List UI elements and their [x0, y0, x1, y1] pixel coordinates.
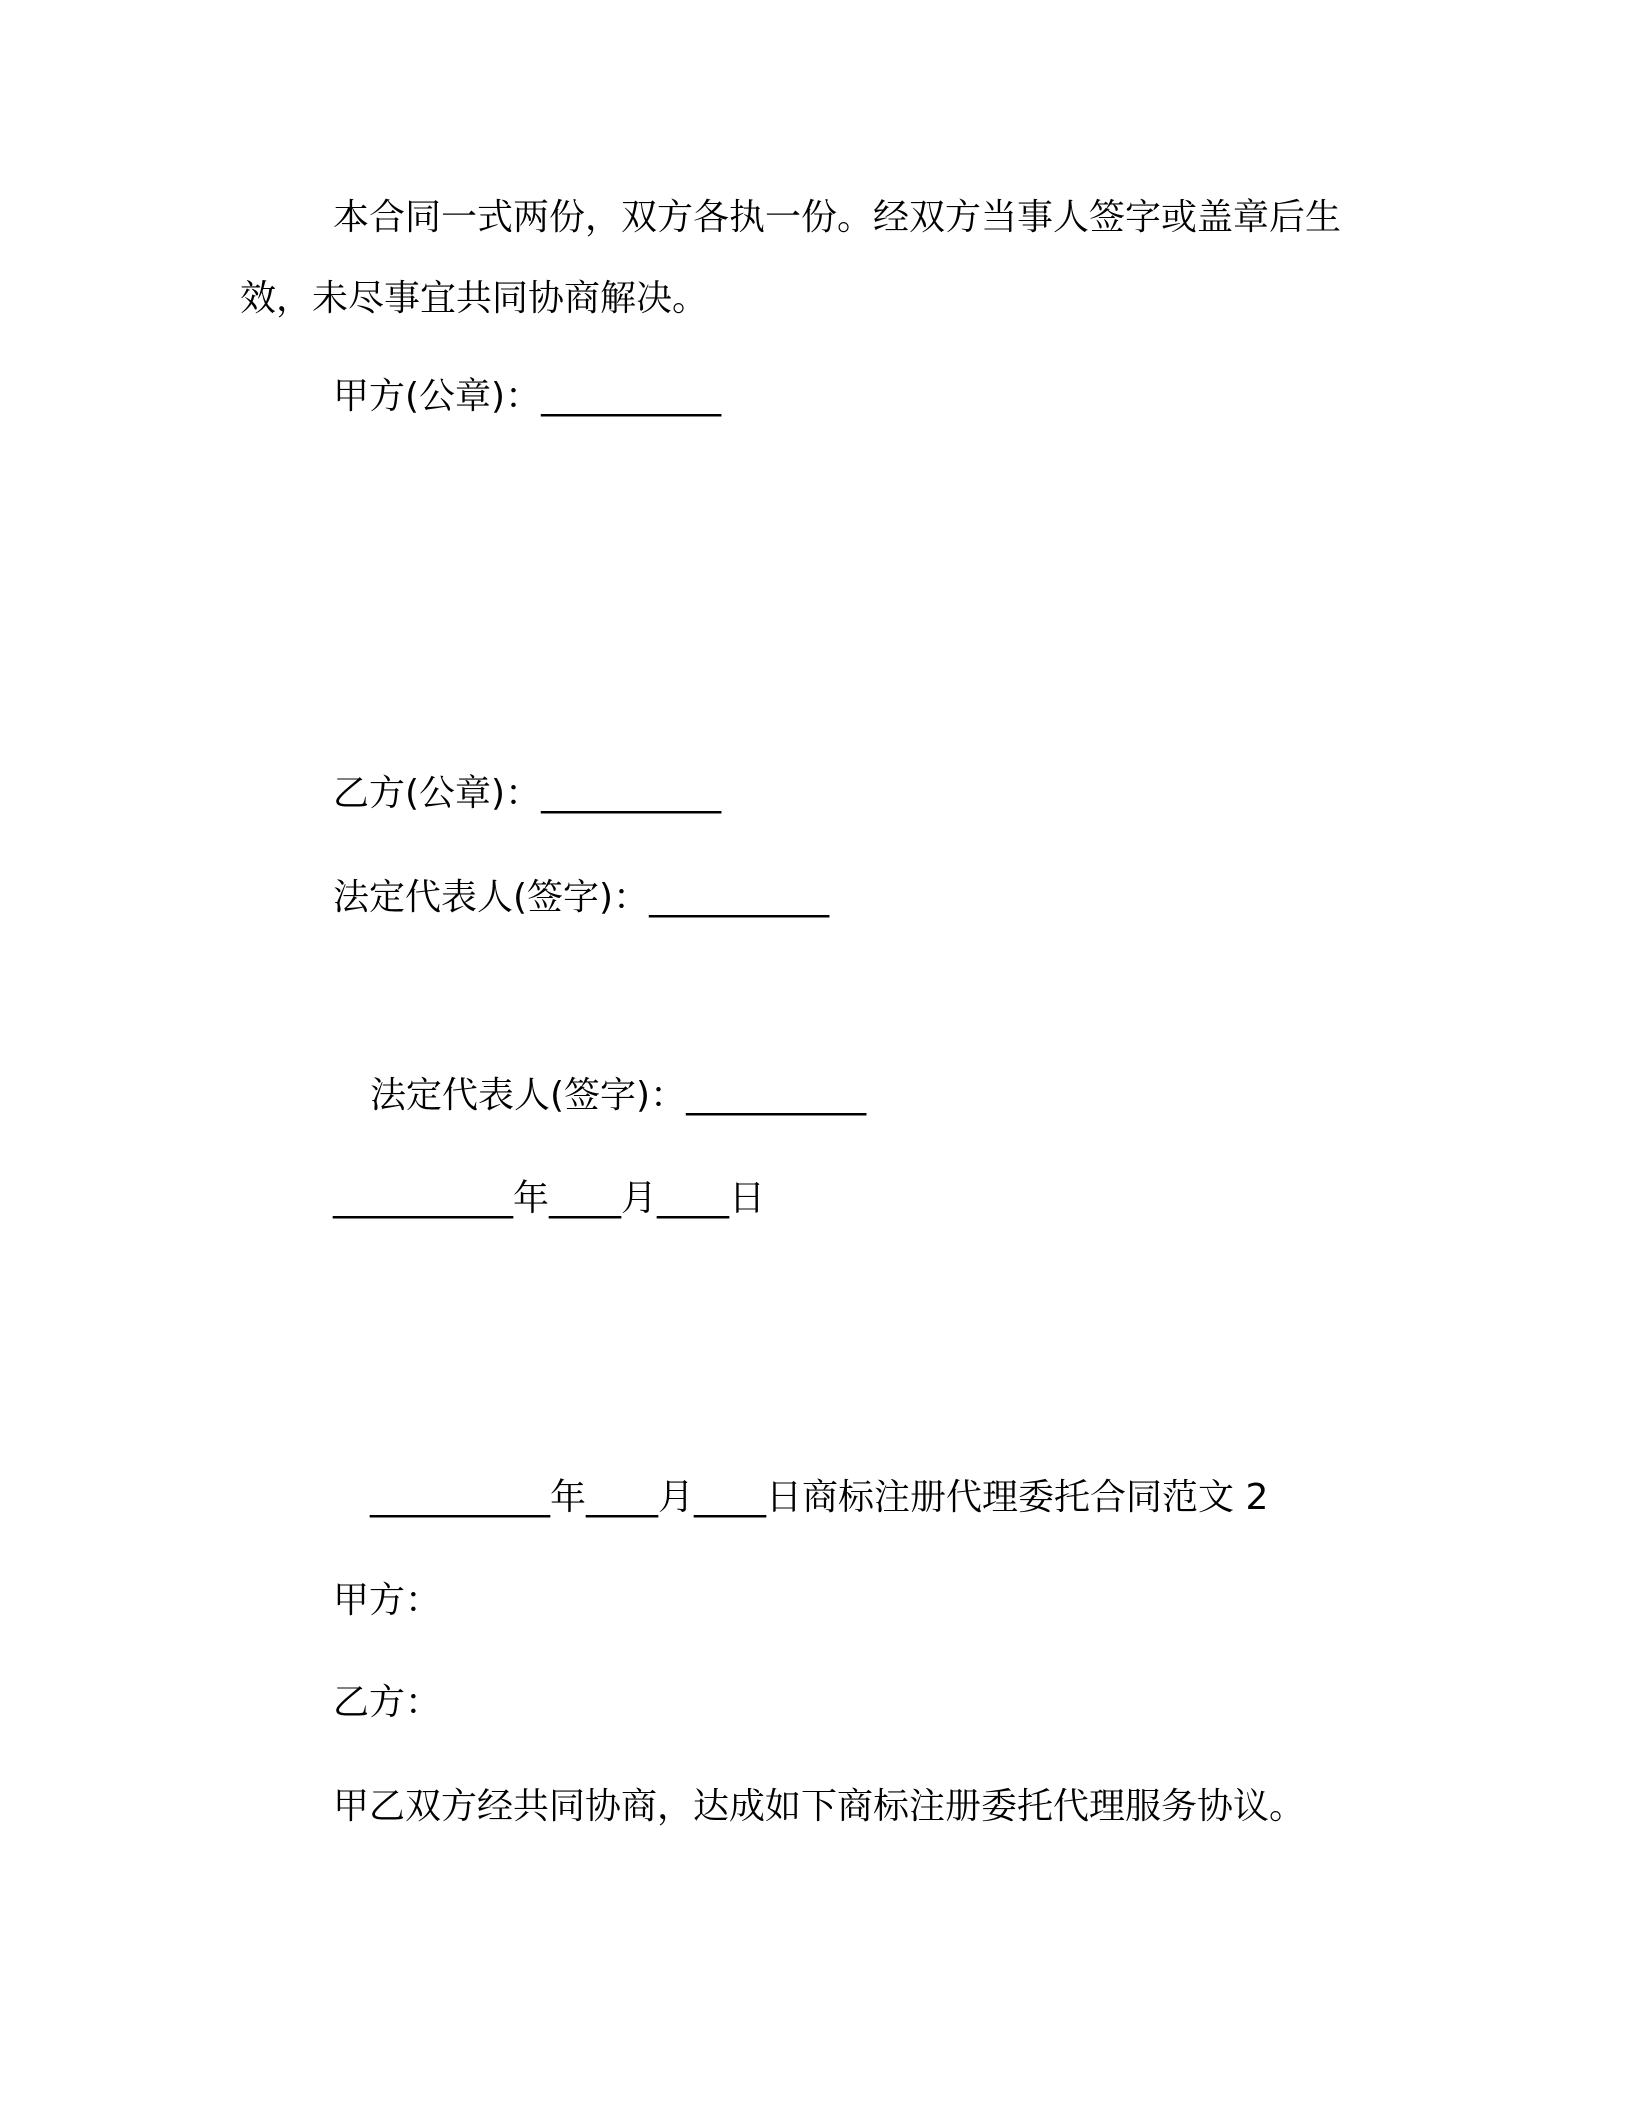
party-b-line: 乙方：	[333, 1682, 442, 1723]
party-a-seal-line: 甲方(公章)：__________	[333, 376, 722, 417]
date-title-line: __________年____月____日商标注册代理委托合同范文 2	[370, 1477, 1269, 1518]
legal-rep-line-2: 法定代表人(签字)：__________	[370, 1075, 867, 1116]
paragraph-line-2: 效，未尽事宜共同协商解决。	[240, 278, 709, 319]
date-line-1: __________年____月____日	[333, 1178, 765, 1219]
party-b-seal-line: 乙方(公章)：__________	[333, 773, 722, 814]
party-a-line: 甲方：	[333, 1580, 442, 1621]
paragraph-line-1: 本合同一式两份，双方各执一份。经双方当事人签字或盖章后生	[333, 197, 1342, 238]
legal-rep-line-1: 法定代表人(签字)：__________	[333, 877, 830, 918]
agreement-intro-line: 甲乙双方经共同协商，达成如下商标注册委托代理服务协议。	[333, 1786, 1306, 1827]
